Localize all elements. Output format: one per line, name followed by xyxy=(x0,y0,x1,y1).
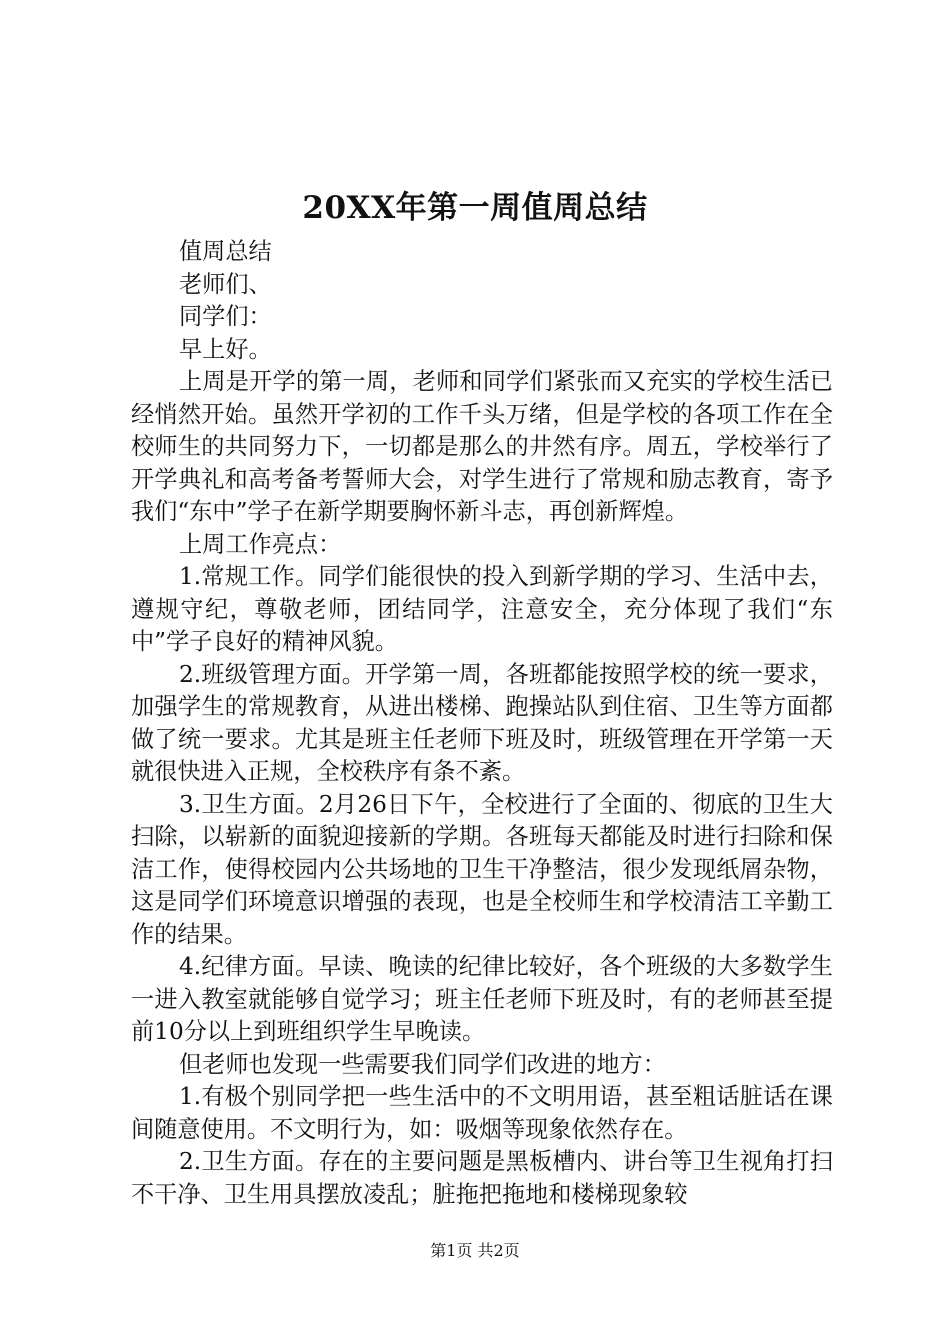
paragraph-intro: 上周是开学的第一周，老师和同学们紧张而又充实的学校生活已经悄然开始。虽然开学初的工作千头万绪，但是学校的各项工作在全校师生的共同努力下，一切都是那么的井然有序。周五，学校举行了开学典礼和高考备考誓师大会，对学生进行了常规和励志教育，寄予我们“东中”学子在新学期要胸怀新斗志，再创新辉煌。 xyxy=(131,368,833,525)
document-title: 20XX年第一周值周总结 xyxy=(302,190,648,226)
document-body xyxy=(131,236,833,1211)
paragraph-highlights-heading: 上周工作亮点： xyxy=(179,530,342,558)
paragraph-highlight-4: 4.纪律方面。早读、晚读的纪律比较好，各个班级的大多数学生一进入教室就能够自觉学习；班主任老师下班及时，有的老师甚至提前10分以上到班组织学生早晚读。 xyxy=(131,953,833,1045)
paragraph-highlight-3: 3.卫生方面。2月26日下午，全校进行了全面的、彻底的卫生大扫除，以崭新的面貌迎接新的学期。各班每天都能及时进行扫除和保洁工作，使得校园内公共场地的卫生干净整洁，很少发现纸屑杂物，这是同学们环境意识增强的表现，也是全校师生和学校清洁工辛勤工作的结果。 xyxy=(131,790,833,948)
paragraph-highlight-2: 2.班级管理方面。开学第一周，各班都能按照学校的统一要求，加强学生的常规教育，从进出楼梯、跑操站队到住宿、卫生等方面都做了统一要求。尤其是班主任老师下班及时，班级管理在开学第一天就很快进入正规，全校秩序有条不紊。 xyxy=(131,660,833,785)
paragraph-salutation-students: 同学们： xyxy=(179,303,272,330)
page-footer: 第1页 共2页 xyxy=(430,1241,520,1260)
paragraph-improvements-heading: 但老师也发现一些需要我们同学们改进的地方： xyxy=(179,1050,666,1078)
paragraph-greeting: 早上好。 xyxy=(179,335,272,363)
paragraph-improvement-2: 2.卫生方面。存在的主要问题是黑板槽内、讲台等卫生视角打扫不干净、卫生用具摆放凌乱；脏拖把拖地和楼梯现象较 xyxy=(131,1148,833,1208)
paragraph-improvement-1: 1.有极个别同学把一些生活中的不文明用语，甚至粗话脏话在课间随意使用。不文明行为，如：吸烟等现象依然存在。 xyxy=(131,1083,833,1143)
paragraph-highlight-1: 1.常规工作。同学们能很快的投入到新学期的学习、生活中去，遵规守纪，尊敬老师，团结同学，注意安全，充分体现了我们“东中”学子良好的精神风貌。 xyxy=(131,563,833,655)
paragraph-salutation-teachers: 老师们、 xyxy=(179,270,272,298)
paragraph-heading: 值周总结 xyxy=(179,238,272,265)
